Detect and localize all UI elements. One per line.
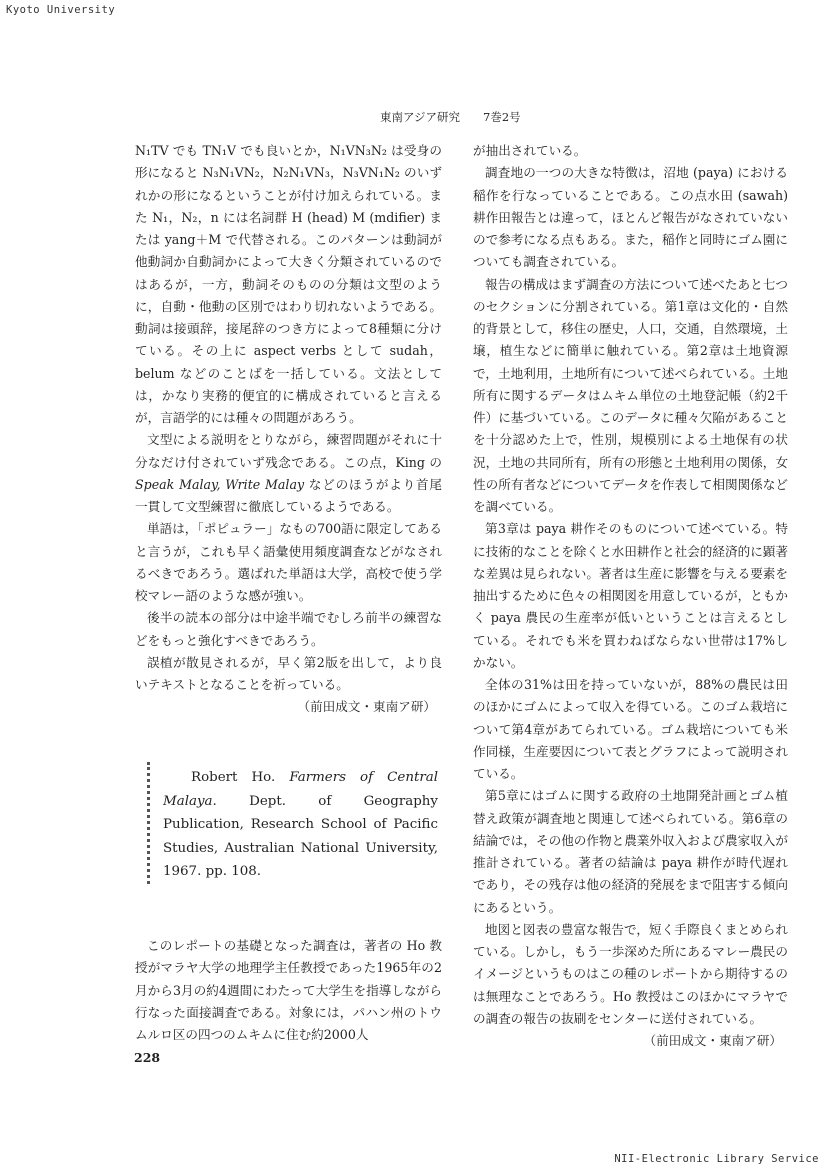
paragraph: 調査地の一つの大きな特徴は，沼地 (paya) における稲作を行なっていることである。この点水田 (sawah) 耕作田報告とは違って，ほとんど報告がなされていないので参考になる点もある。また，稲作と同時にゴム園についても調査されている。 <box>473 165 788 270</box>
review-book-title: Farmers of Central Malaya <box>163 770 438 809</box>
review-header-box <box>147 762 440 884</box>
book-title-italic: Speak Malay, Write Malay <box>135 476 305 492</box>
paragraph: N₁TV でも TN₁V でも良いとか，N₁VN₃N₂ は受身の形になると N₃N₁VN₂，N₂N₁VN₃，N₃VN₁N₂ のいずれかの形になるということが付け加えられている。また N₁，N₂，n には名詞群 H (head) M (mdifier) または yang＋M で代替される。このパターンは動詞が他動詞か自動詞かによって大きく分類されているのではあるが，一方，動詞そのものの分類は文型のように，自動・他動の区別ではわり切れないようである。動詞は接頭辞，接尾辞のつき方によって8種類に分けている。その上に aspect verbs として sudah，belum などのことばを一括している。文法としては，かなり実務的便宜的に構成されていると言えるが，言語学的には種々の問題があろう。 <box>135 143 442 425</box>
paragraph: 後半の読本の部分は中途半端でむしろ前半の練習などをもっと強化すべきであろう。 <box>135 610 442 648</box>
paragraph: 誤植が散見されるが，早く第2版を出して，より良いテキストとなることを祈っている。 <box>135 654 442 692</box>
left-column <box>135 140 442 719</box>
paragraph: 文型による説明をとりながら，練習問題がそれに十分なだけ付されていず残念である。この点，King の Speak Malay, Write Malay などのほうがより首尾一貫して文型練習に徹底しているようである。 <box>135 432 442 514</box>
paragraph: 単語は，「ポピュラー」なもの700語に限定してあると言うが，これも早く語彙使用頻度調査などがなされるべきであろう。選ばれた単語は大学，高校で使う学校マレー語のような感が強い。 <box>135 521 442 603</box>
review-author: Robert Ho. <box>191 770 290 785</box>
left-column-lower <box>135 935 442 1046</box>
right-column <box>473 140 788 1052</box>
review-signature: （前田成文・東南ア研） <box>297 699 436 715</box>
review-citation <box>163 766 438 884</box>
running-head: 東南アジア研究 7巻2号 <box>380 110 521 124</box>
review-publication-details: . Dept. of Geography Publication, Research School of Pacific Studies, Australian National University, 1967. pp. 108. <box>163 793 438 880</box>
paragraph: が抽出されている。 <box>473 143 587 158</box>
paragraph: 報告の構成はまず調査の方法について述べたあと七つのセクションに分割されている。第1章は文化的・自然的背景として，移住の歴史，人口，交通，自然環境，土壌，植生などに簡単に触れている。第2章は土地資源で，土地利用，土地所有について述べられている。土地所有に関するデータはムキム単位の土地登記帳（約2千件）に基づいている。このデータに種々欠陥があることを十分認めた上で，性別，規模別による土地保有の状況，土地の共同所有，所有の形態と土地利用の関係，女性の所有者などについてデータを作表して相関関係などを調べている。 <box>473 276 788 514</box>
paragraph: 第3章は paya 耕作そのものについて述べている。特に技術的なことを除くと水田耕作と社会的経済的に顕著な差異は見られない。著者は生産に影響を与える要素を抽出するために色々の相関図を用意しているが，ともかく paya 農民の生産率が低いということは言えるとしている。それでも米を買わねばならない世帯は17%しかない。 <box>473 521 788 670</box>
paragraph: 地図と図表の豊富な報告で，短く手際良くまとめられている。しかし，もう一歩深めた所にあるマレー農民のイメージというものはこの種のレポートから期待するのは無理なことであろう。Ho 教授はこのほかにマラヤでの調査の報告の抜刷をセンターに送付されている。 <box>473 921 788 1026</box>
paragraph: 全体の31%は田を持っていないが，88%の農民は田のほかにゴムによって収入を得ている。このゴム栽培について第4章があてられている。ゴム栽培についても米作同様，生産要因について表とグラフによって説明されている。 <box>473 677 788 781</box>
watermark-institution: Kyoto University <box>6 4 116 16</box>
watermark-service: NII-Electronic Library Service <box>614 1153 819 1165</box>
paragraph: このレポートの基礎となった調査は，著者の Ho 教授がマラヤ大学の地理学主任教授であった1965年の2月から3月の約4週間にわたって大学生を指導しながら行なった面接調査である。対象には，パハン州のトウムルロ区の四つのムキムに住む約2000人 <box>135 938 442 1042</box>
review-signature: （前田成文・東南ア研） <box>643 1033 782 1048</box>
paragraph: 第5章にはゴムに関する政府の土地開発計画とゴム植替え政策が調査地と関連して述べられている。第6章の結論では，その他の作物と農業外収入および農家収入が推計されている。著者の結論は paya 耕作が時代遅れであり，その残存は他の経済的発展をまで阻害する傾向にあるという。 <box>473 788 788 915</box>
page-number: 228 <box>134 1050 161 1065</box>
